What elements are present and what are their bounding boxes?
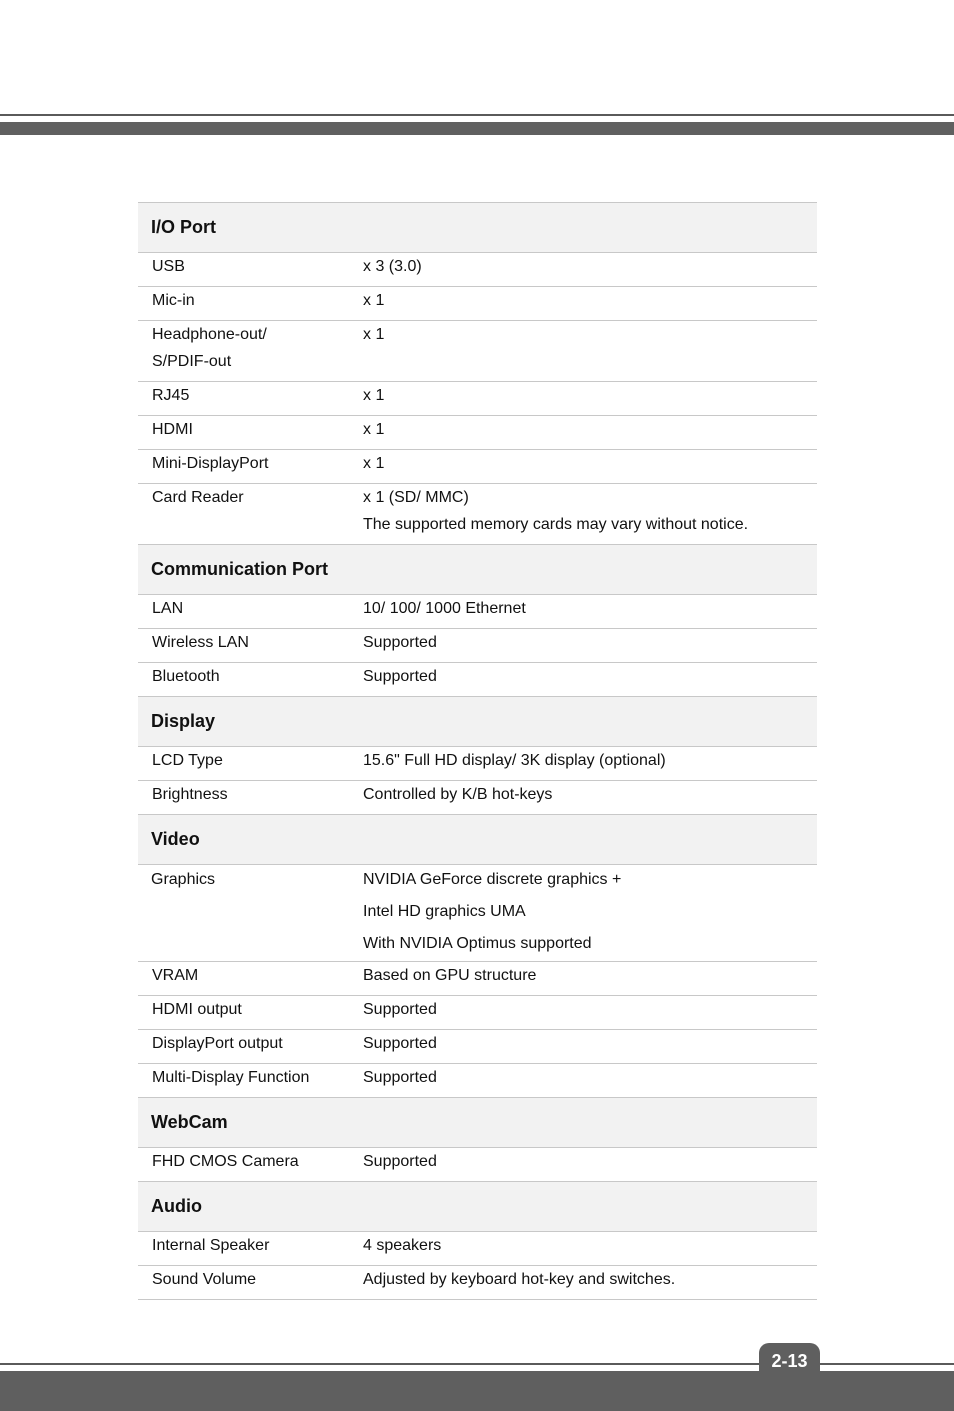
spec-label-line: HDMI output: [152, 1001, 242, 1018]
spec-row: [138, 253, 817, 287]
spec-label: [138, 1030, 363, 1063]
spec-label-line: FHD CMOS Camera: [152, 1153, 299, 1170]
spec-value-line: x 1: [363, 326, 385, 343]
spec-label-line: Graphics: [151, 871, 216, 888]
section-title: WebCam: [138, 1098, 817, 1148]
section-title: Audio: [138, 1182, 817, 1232]
spec-value: [363, 287, 817, 320]
spec-value: [363, 484, 817, 544]
spec-row: [138, 1030, 817, 1064]
spec-label-line: RJ45: [152, 387, 190, 404]
spec-label: [138, 629, 363, 662]
spec-value-line: 10/ 100/ 1000 Ethernet: [363, 600, 526, 617]
spec-row: [138, 321, 817, 382]
spec-value: [363, 996, 817, 1029]
spec-value: [363, 1064, 817, 1097]
spec-label-line: Internal Speaker: [152, 1237, 270, 1254]
header-rule: [0, 114, 954, 116]
spec-label: [138, 382, 363, 415]
spec-label: [138, 1266, 363, 1299]
page-number: 2-13: [759, 1343, 820, 1380]
spec-value-line: Supported: [363, 1153, 437, 1170]
spec-label: [138, 962, 363, 995]
spec-label-line: Mini-DisplayPort: [152, 455, 269, 472]
spec-row: [138, 382, 817, 416]
spec-value-line: x 1: [363, 387, 385, 404]
spec-label-line: Wireless LAN: [152, 634, 249, 651]
spec-row: [138, 1232, 817, 1266]
spec-label-line: Multi-Display Function: [152, 1069, 310, 1086]
header-band: [0, 122, 954, 135]
spec-value: [363, 253, 817, 286]
spec-value-line: Supported: [363, 634, 437, 651]
spec-label: [138, 253, 363, 286]
spec-value-line: Controlled by K/B hot-keys: [363, 786, 553, 803]
spec-label: [138, 595, 363, 628]
spec-row: [138, 484, 817, 545]
spec-value: [363, 962, 817, 995]
spec-row: [138, 287, 817, 321]
spec-value: [363, 382, 817, 415]
spec-label: [138, 865, 363, 961]
spec-table: [138, 202, 817, 1300]
spec-value-line: x 1: [363, 455, 385, 472]
spec-value-line: Supported: [363, 1069, 437, 1086]
spec-label-line: LCD Type: [152, 752, 223, 769]
spec-row: [138, 416, 817, 450]
spec-value-line: Supported: [363, 668, 437, 685]
spec-value-line: x 1 (SD/ MMC): [363, 489, 469, 506]
spec-value: [363, 1232, 817, 1265]
spec-value-line: Supported: [363, 1001, 437, 1018]
spec-value: [363, 595, 817, 628]
spec-value: [363, 663, 817, 696]
spec-value-line: x 3 (3.0): [363, 258, 422, 275]
spec-value-line: Supported: [363, 1035, 437, 1052]
spec-label: [138, 996, 363, 1029]
spec-label: [138, 321, 363, 381]
spec-value: [363, 747, 817, 780]
spec-value-line: 4 speakers: [363, 1237, 442, 1254]
spec-row: [138, 1148, 817, 1182]
spec-value-line: NVIDIA GeForce discrete graphics +: [363, 871, 622, 888]
spec-label: [138, 747, 363, 780]
spec-value: [363, 865, 817, 961]
spec-label-line: Mic-in: [152, 292, 195, 309]
spec-value: [363, 1266, 817, 1299]
spec-label: [138, 287, 363, 320]
spec-value: [363, 450, 817, 483]
spec-value-line: 15.6" Full HD display/ 3K display (optional): [363, 752, 666, 769]
spec-label: [138, 416, 363, 449]
spec-row: [138, 595, 817, 629]
spec-label-line: LAN: [152, 600, 184, 617]
spec-value-line: With NVIDIA Optimus supported: [363, 935, 592, 952]
spec-label-line: Brightness: [152, 786, 228, 803]
spec-value-line: Intel HD graphics UMA: [363, 903, 526, 920]
spec-label-line: Sound Volume: [152, 1271, 257, 1288]
spec-row: [138, 747, 817, 781]
section-title: Display: [138, 697, 817, 747]
spec-row: [138, 663, 817, 697]
spec-row: [138, 450, 817, 484]
spec-value: [363, 321, 817, 381]
spec-label-line: S/PDIF-out: [152, 353, 232, 370]
spec-value: [363, 781, 817, 814]
spec-row: [138, 629, 817, 663]
spec-label-line: DisplayPort output: [152, 1035, 283, 1052]
spec-value-line: The supported memory cards may vary without notice.: [363, 516, 749, 533]
section-title: I/O Port: [138, 203, 817, 253]
spec-label: [138, 781, 363, 814]
spec-label-line: Headphone-out/: [152, 326, 267, 343]
spec-value: [363, 629, 817, 662]
spec-row: [138, 962, 817, 996]
spec-label-line: Bluetooth: [152, 668, 220, 685]
spec-row: [138, 996, 817, 1030]
spec-label: [138, 663, 363, 696]
spec-label-line: USB: [152, 258, 185, 275]
spec-label: [138, 450, 363, 483]
spec-row: [138, 781, 817, 815]
spec-value: [363, 416, 817, 449]
spec-value-line: x 1: [363, 421, 385, 438]
spec-value: [363, 1148, 817, 1181]
spec-value-line: Adjusted by keyboard hot-key and switches.: [363, 1271, 676, 1288]
spec-row: [138, 1266, 817, 1300]
spec-row: [138, 865, 817, 962]
spec-value-line: x 1: [363, 292, 385, 309]
spec-row: [138, 1064, 817, 1098]
spec-label: [138, 1064, 363, 1097]
spec-value-line: Based on GPU structure: [363, 967, 537, 984]
spec-label-line: VRAM: [152, 967, 199, 984]
spec-label-line: HDMI: [152, 421, 193, 438]
section-title: Communication Port: [138, 545, 817, 595]
spec-label-line: Card Reader: [152, 489, 244, 506]
spec-value: [363, 1030, 817, 1063]
section-title: Video: [138, 815, 817, 865]
spec-label: [138, 1148, 363, 1181]
spec-label: [138, 484, 363, 544]
spec-label: [138, 1232, 363, 1265]
